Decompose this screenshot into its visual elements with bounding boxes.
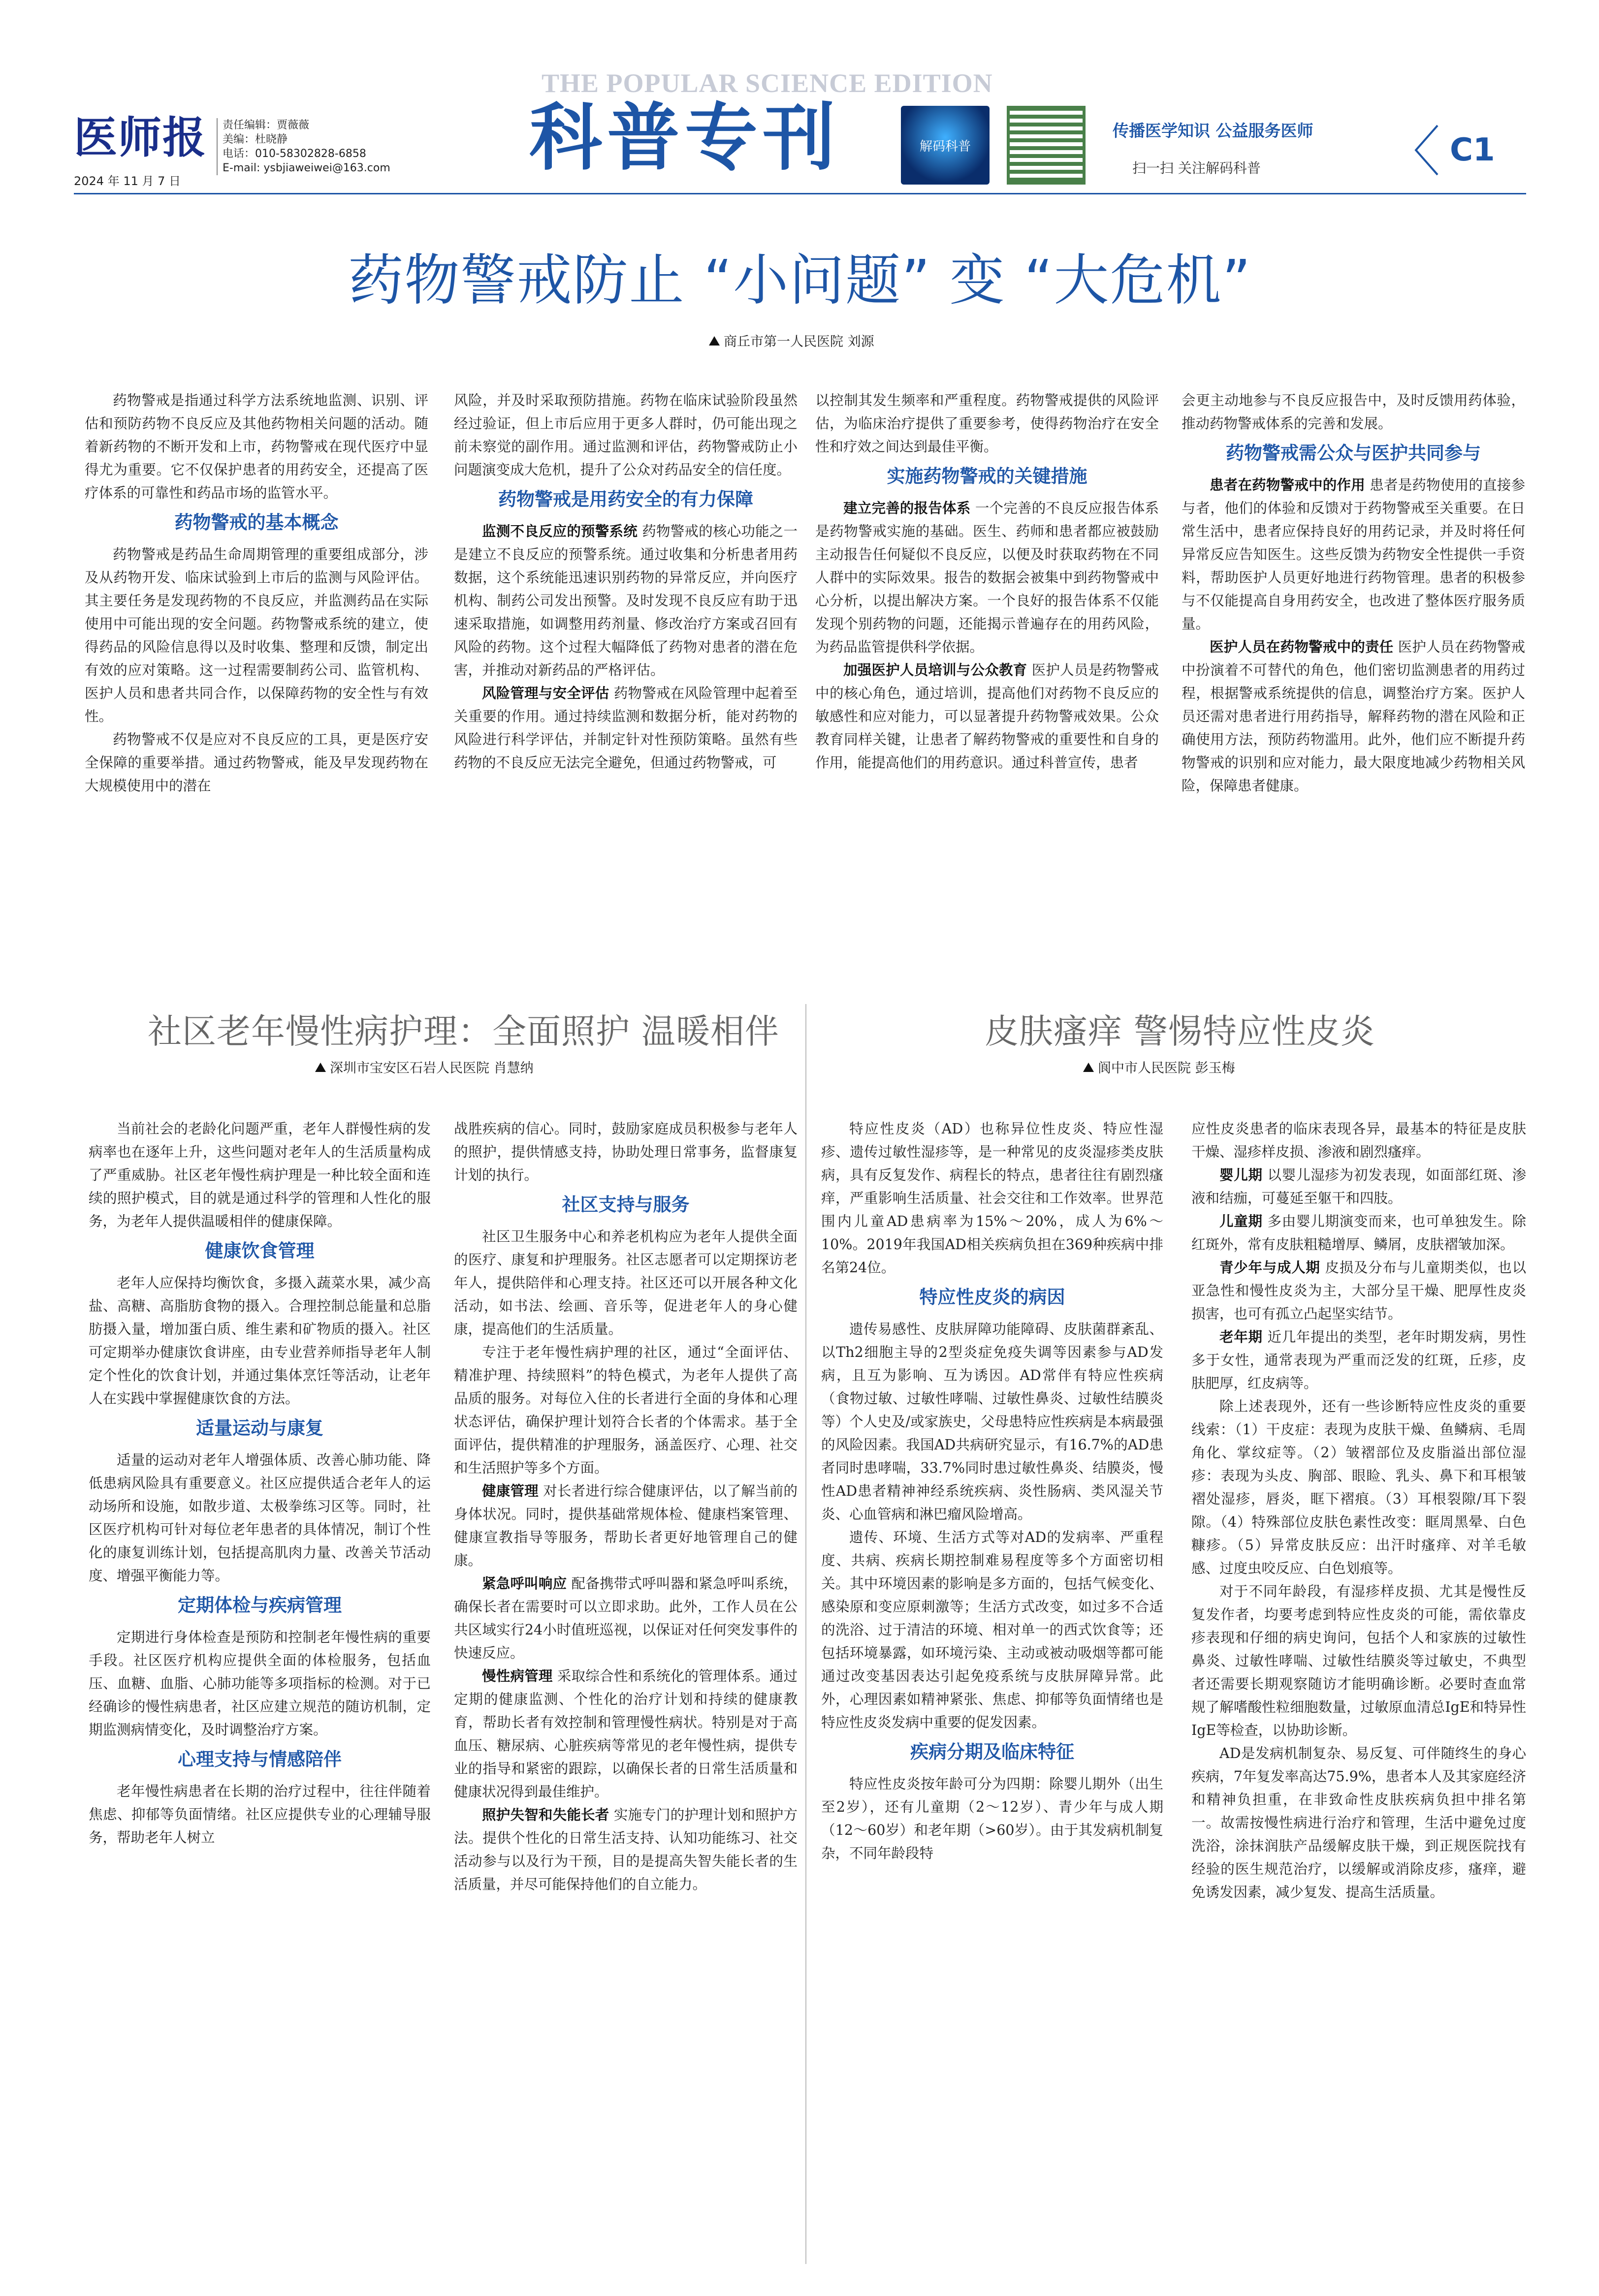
- issue-date: 2024 年 11 月 7 日: [74, 174, 181, 188]
- section-heading: 药物警戒的基本概念: [174, 512, 339, 533]
- paragraph-text: 以控制其发生频率和严重程度。药物警戒提供的风险评估，为临床治疗提供了重要参考，使得药物治疗在安全性和疗效之间达到最佳平衡。: [815, 392, 1159, 455]
- section-heading: 药物警戒是用药安全的有力保障: [498, 489, 753, 510]
- paragraph: [1191, 1325, 1526, 1395]
- qr-code-icon: [1007, 106, 1086, 185]
- section-heading: 实施药物警戒的关键措施: [887, 466, 1087, 487]
- paragraph-text: 当前社会的老龄化问题严重，老年人群慢性病的发病率也在逐年上升，这些问题对老年人的生活质量构成了严重威胁。社区老年慢性病护理是一种比较全面和连续的照护模式，目的就是通过科学的管理和人性化的服务，为老年人提供温暖相伴的健康保障。: [89, 1121, 431, 1229]
- paragraph-text: 遗传易感性、皮肤屏障功能障碍、皮肤菌群紊乱、以Th2细胞主导的2型炎症免疫失调等因素参与AD发病，且互为影响、互为诱因。AD常伴有特应性疾病（食物过敏、过敏性哮喘、过敏性鼻炎、过敏性结膜炎等）个人史及/或家族史，父母患特应性疾病是本病最强的风险因素。我国AD共病研究显示，有16.7%的AD患者同时患哮喘，33.7%同时患过敏性鼻炎、结膜炎，慢性AD患者精神神经系统疾病、炎性肠病、类风湿关节炎、心血管病和淋巴瘤风险增高。: [821, 1321, 1163, 1522]
- paragraph: [815, 389, 1159, 458]
- paragraph: [1191, 1580, 1526, 1742]
- paragraph: [89, 1117, 431, 1233]
- article1-column-1: [85, 389, 428, 797]
- paragraph-text: 社区卫生服务中心和养老机构应为老年人提供全面的医疗、康复和护理服务。社区志愿者可以定期探访老年人，提供陪伴和心理支持。社区还可以开展各种文化活动，如书法、绘画、音乐等，促进老年人的身心健康，提高他们的生活质量。: [454, 1228, 798, 1337]
- paragraph: [454, 1803, 798, 1896]
- column-divider: [805, 1004, 806, 2264]
- paragraph-keyword: 照护失智和失能长者: [482, 1807, 609, 1823]
- paragraph: [1182, 389, 1525, 435]
- paragraph-keyword: 风险管理与安全评估: [482, 685, 609, 701]
- paragraph-text: 药物警戒在风险管理中起着至关重要的作用。通过持续监测和数据分析，能对药物的风险进行科学评估，并制定针对性预防策略。虽然有些药物的不良反应无法完全避免，但通过药物警戒，可: [454, 685, 798, 771]
- paragraph-keyword: 儿童期: [1219, 1213, 1263, 1229]
- paragraph: [85, 543, 428, 728]
- paragraph-text: 药物警戒是药品生命周期管理的重要组成部分，涉及从药物开发、临床试验到上市后的监测与风险评估。其主要任务是发现药物的不良反应，并监测药品在实际使用中可能出现的安全问题。药物警戒系统的建立，使得药品的风险信息得以及时收集、整理和反馈，制定出有效的应对策略。这一过程需要制药公司、监管机构、医护人员和患者共同合作，以保障药物的安全性与有效性。: [85, 546, 428, 724]
- paragraph: [1191, 1742, 1526, 1904]
- kepu-badge-image: [901, 106, 990, 185]
- paragraph: [1191, 1256, 1526, 1325]
- paragraph-text: 老年慢性病患者在长期的治疗过程中，往往伴随着焦虑、抑郁等负面情绪。社区应提供专业的心理辅导服务，帮助老年人树立: [89, 1783, 431, 1846]
- paragraph-keyword: 紧急呼叫响应: [482, 1575, 567, 1592]
- paragraph: [454, 1117, 798, 1187]
- paragraph-text: 医护人员是药物警戒中的核心角色，通过培训，提高他们对药物不良反应的敏感性和应对能力，可以显著提升药物警戒效果。公众教育同样关键，让患者了解药物警戒的重要性和自身的作用，能提高他们的用药意识。通过科普宣传，患者: [815, 662, 1159, 771]
- paragraph-text: 定期进行身体检查是预防和控制老年慢性病的重要手段。社区医疗机构应提供全面的体检服务，包括血压、血糖、血脂、心肺功能等多项指标的检测。对于已经确诊的慢性病患者，社区应建立规范的随访机制，定期监测病情变化，及时调整治疗方案。: [89, 1629, 431, 1738]
- paragraph-text: 专注于老年慢性病护理的社区，通过“全面评估、精准护理、持续照料”的特色模式，为老年人提供了高品质的服务。对每位入住的长者进行全面的身体和心理状态评估，确保护理计划符合长者的个体需求。基于全面评估，提供精准的护理服务，涵盖医疗、心理、社交和生活照护等多个方面。: [454, 1344, 798, 1476]
- paragraph: [454, 1572, 798, 1665]
- paragraph-keyword: 建立完善的报告体系: [843, 500, 971, 516]
- edition-title: 科普专刊: [529, 95, 840, 180]
- section-heading: 定期体检与疾病管理: [178, 1595, 342, 1616]
- paragraph-keyword: 加强医护人员培训与公众教育: [843, 662, 1027, 678]
- editor-info: [217, 118, 423, 175]
- paragraph-keyword: 青少年与成人期: [1219, 1259, 1320, 1276]
- paragraph-keyword: 健康管理: [482, 1483, 539, 1499]
- edition-english-title: THE POPULAR SCIENCE EDITION: [542, 68, 993, 98]
- triangle-icon: [315, 1063, 326, 1072]
- paragraph-text: 近几年提出的类型，老年时期发病，男性多于女性，通常表现为严重而泛发的红斑，丘疹，皮肤肥厚，红皮病等。: [1191, 1329, 1526, 1391]
- article2-column-2: [454, 1117, 798, 1896]
- paragraph-keyword: 婴儿期: [1219, 1167, 1263, 1183]
- paragraph: [1191, 1210, 1526, 1256]
- paragraph-text: 配备携带式呼叫器和紧急呼叫系统，确保长者在需要时可以立即求助。此外，工作人员在公共区域实行24小时值班巡视，以保证对任何突发事件的快速反应。: [454, 1575, 798, 1661]
- paragraph-text: 除上述表现外，还有一些诊断特应性皮炎的重要线索：（1）干皮症：表现为皮肤干燥、鱼鳞病、毛周角化、掌纹症等。（2）皱褶部位及皮脂溢出部位湿疹：表现为头皮、胸部、眼睑、乳头、鼻下和耳根皱褶处湿疹，唇炎，眶下褶痕。（3）耳根裂隙/耳下裂隙。（4）特殊部位皮肤色素性改变：眶周黑晕、白色糠疹。（5）异常皮肤反应：出汗时瘙痒、对羊毛敏感、过度虫咬反应、白色划痕等。: [1191, 1398, 1526, 1576]
- paragraph: [1191, 1117, 1526, 1164]
- section-heading: 心理支持与情感陪伴: [178, 1749, 342, 1770]
- paragraph-text: 患者是药物使用的直接参与者，他们的体验和反馈对于药物警戒至关重要。在日常生活中，患者应保持良好的用药记录，并及时将任何异常反应告知医生。这些反馈为药物安全性提供一手资料，帮助医护人员更好地进行药物管理。患者的积极参与不仅能提高自身用药安全，也改进了整体医疗服务质量。: [1182, 477, 1525, 632]
- page-number: C1: [1450, 132, 1495, 168]
- paragraph-text: 对长者进行综合健康评估，以了解当前的身体状况。同时，提供基础常规体检、健康档案管理、健康宣教指导等服务，帮助长者更好地管理自己的健康。: [454, 1483, 798, 1569]
- paragraph-text: 特应性皮炎（AD）也称异位性皮炎、特应性湿疹、遗传过敏性湿疹等，是一种常见的皮炎湿疹类皮肤病，具有反复发作、病程长的特点，患者往往有剧烈瘙痒，严重影响生活质量、社会交往和工作效率。世界范围内儿童AD患病率为15%～20%，成人为6%～10%。2019年我国AD相关疾病负担在369种疾病中排名第24位。: [821, 1121, 1163, 1276]
- byline-text: 商丘市第一人民医院 刘源: [724, 334, 874, 349]
- paragraph-text: 药物警戒的核心功能之一是建立不良反应的预警系统。通过收集和分析患者用药数据，这个系统能迅速识别药物的异常反应，并向医疗机构、制药公司发出预警。及时发现不良反应有助于迅速采取措施，如调整用药剂量、修改治疗方案或召回有风险的药物。这个过程大幅降低了药物对患者的潜在危害，并推动对新药品的严格评估。: [454, 523, 798, 678]
- paragraph-text: 特应性皮炎按年龄可分为四期：除婴儿期外（出生至2岁），还有儿童期（2～12岁）、青少年与成人期（12～60岁）和老年期（>60岁）。由于其发病机制复杂，不同年龄段特: [821, 1776, 1163, 1861]
- paragraph: [89, 1271, 431, 1410]
- paragraph-text: 多由婴儿期演变而来，也可单独发生。除红斑外，常有皮肤粗糙增厚、鳞屑，皮肤褶皱加深。: [1191, 1213, 1526, 1253]
- paragraph-text: 药物警戒是指通过科学方法系统地监测、识别、评估和预防药物不良反应及其他药物相关问题的活动。随着新药物的不断开发和上市，药物警戒在现代医疗中显得尤为重要。它不仅保护患者的用药安全，还提高了医疗体系的可靠性和药品市场的监管水平。: [85, 392, 428, 501]
- paragraph: [454, 389, 798, 481]
- article2-title: 社区老年慢性病护理：全面照护 温暖相伴: [148, 1012, 779, 1051]
- article1-column-3: [815, 389, 1159, 774]
- article2-column-1: [89, 1117, 431, 1849]
- paragraph-text: 一个完善的不良反应报告体系是药物警戒实施的基础。医生、药师和患者都应被鼓励主动报告任何疑似不良反应，以便及时获取药物在不同人群中的实际效果。报告的数据会被集中到药物警戒中心分析，以提出解决方案。一个良好的报告体系不仅能发现个别药物的问题，还能揭示普遍存在的用药风险，为药品监管提供科学依据。: [815, 500, 1159, 655]
- paragraph-text: 老年人应保持均衡饮食，多摄入蔬菜水果，减少高盐、高糖、高脂肪食物的摄入。合理控制总能量和总脂肪摄入量，增加蛋白质、维生素和矿物质的摄入。社区可定期举办健康饮食讲座，由专业营养师指导老年人制定个性化的饮食计划，并通过集体烹饪等活动，让老年人在实践中掌握健康饮食的方法。: [89, 1275, 431, 1407]
- paragraph: [815, 497, 1159, 659]
- paragraph: [821, 1318, 1163, 1526]
- article2-byline: [315, 1057, 534, 1076]
- paragraph-text: 药物警戒不仅是应对不良反应的工具，更是医疗安全保障的重要举措。通过药物警戒，能及早发现药物在大规模使用中的潜在: [85, 731, 428, 794]
- paragraph-text: 会更主动地参与不良反应报告中，及时反馈用药体验，推动药物警戒体系的完善和发展。: [1182, 392, 1525, 432]
- article1-byline: [709, 331, 874, 350]
- paragraph-text: 采取综合性和系统化的管理体系。通过定期的健康监测、个性化的治疗计划和持续的健康教育，帮助长者有效控制和管理慢性病状。特别是对于高血压、糖尿病、心脏疾病等常见的老年慢性病，提供专业的指导和紧密的跟踪，以确保长者的日常生活质量和健康状况得到最佳维护。: [454, 1668, 798, 1800]
- paragraph-keyword: 监测不良反应的预警系统: [482, 523, 638, 539]
- editor-line: 责任编辑：贾薇薇: [223, 119, 310, 131]
- paragraph: [821, 1526, 1163, 1734]
- email-line: E-mail: ysbjiaweiwei@163.com: [223, 162, 390, 174]
- paragraph: [1182, 473, 1525, 635]
- paragraph: [815, 659, 1159, 774]
- article3-title: 皮肤瘙痒 警惕特应性皮炎: [985, 1012, 1375, 1051]
- paragraph-text: 适量的运动对老年人增强体质、改善心肺功能、降低患病风险具有重要意义。社区应提供适合老年人的运动场所和设施，如散步道、太极拳练习区等。同时，社区医疗机构可针对每位老年患者的具体情况，制订个性化的康复训练计划，包括提高肌肉力量、改善关节活动度、增强平衡能力等。: [89, 1452, 431, 1584]
- paragraph-text: 战胜疾病的信心。同时，鼓励家庭成员积极参与老年人的照护，提供情感支持，协助处理日常事务，监督康复计划的执行。: [454, 1121, 798, 1183]
- article3-byline: [1083, 1057, 1235, 1076]
- paragraph: [821, 1117, 1163, 1279]
- section-heading: 特应性皮炎的病因: [919, 1287, 1065, 1308]
- paragraph-text: 应性皮炎患者的临床表现各异，最基本的特征是皮肤干燥、湿疹样皮损、渗液和剧烈瘙痒。: [1191, 1121, 1526, 1160]
- section-heading: 药物警戒需公众与医护共同参与: [1226, 442, 1481, 464]
- paragraph: [454, 1479, 798, 1572]
- designer-line: 美编：杜晓静: [223, 133, 288, 146]
- triangle-icon: [709, 336, 720, 346]
- byline-text: 深圳市宝安区石岩人民医院 肖慧纳: [330, 1061, 534, 1076]
- paragraph: [89, 1626, 431, 1741]
- paragraph-text: 皮损及分布与儿童期类似，也以亚急性和慢性皮炎为主，大部分呈干燥、肥厚性皮炎损害，也可有孤立凸起坚实结节。: [1191, 1259, 1526, 1322]
- scan-hint: 扫一扫 关注解码科普: [1132, 160, 1261, 176]
- paragraph: [89, 1780, 431, 1849]
- paragraph: [454, 1665, 798, 1803]
- paragraph-text: 实施专门的护理计划和照护方法。提供个性化的日常生活支持、认知功能练习、社交活动参与以及行为干预，目的是提高失智失能长者的生活质量，并尽可能保持他们的自立能力。: [454, 1807, 798, 1892]
- paragraph: [1191, 1395, 1526, 1580]
- paragraph: [89, 1448, 431, 1587]
- triangle-icon: [1083, 1063, 1094, 1072]
- paragraph-text: 遗传、环境、生活方式等对AD的发病率、严重程度、共病、疾病长期控制难易程度等多个方面密切相关。其中环境因素的影响是多方面的，包括气候变化、感染原和变应原刺激等；生活方式改变，如过多不合适的洗浴、过于清洁的环境、相对单一的西式饮食等；还包括环境暴露，如环境污染、主动或被动吸烟等都可能通过改变基因表达引起免疫系统与皮肤屏障异常。此外，心理因素如精神紧张、焦虑、抑郁等负面情绪也是特应性皮炎发病中重要的促发因素。: [821, 1529, 1163, 1730]
- badge-text: 解码科普: [919, 139, 971, 154]
- newspaper-logo: 医师报: [74, 112, 207, 163]
- paragraph-keyword: 患者在药物警戒中的作用: [1210, 477, 1365, 493]
- byline-text: 阆中市人民医院 彭玉梅: [1098, 1061, 1235, 1076]
- section-heading: 适量运动与康复: [196, 1417, 323, 1439]
- paragraph: [85, 389, 428, 504]
- article3-column-2: [1191, 1117, 1526, 1904]
- paragraph: [454, 1341, 798, 1479]
- paragraph-text: 风险，并及时采取预防措施。药物在临床试验阶段虽然经过验证，但上市后应用于更多人群时，仍可能出现之前未察觉的副作用。通过监测和评估，药物警戒防止小问题演变成大危机，提升了公众对药品安全的信任度。: [454, 392, 798, 478]
- paragraph-keyword: 慢性病管理: [482, 1668, 553, 1684]
- section-heading: 健康饮食管理: [205, 1240, 315, 1261]
- paragraph: [1182, 635, 1525, 797]
- paragraph-keyword: 老年期: [1219, 1329, 1263, 1345]
- slogan: 传播医学知识 公益服务医师: [1113, 121, 1313, 140]
- paragraph-text: 以婴儿湿疹为初发表现，如面部红斑、渗液和结痂，可蔓延至躯干和四肢。: [1191, 1167, 1526, 1206]
- paragraph: [454, 1225, 798, 1341]
- paragraph-keyword: 医护人员在药物警戒中的责任: [1210, 639, 1394, 655]
- paragraph: [454, 520, 798, 682]
- article1-column-4: [1182, 389, 1525, 797]
- phone-line: 电话：010-58302828-6858: [223, 148, 366, 160]
- section-heading: 社区支持与服务: [562, 1194, 690, 1215]
- section-heading: 疾病分期及临床特征: [910, 1741, 1074, 1762]
- paragraph: [1191, 1164, 1526, 1210]
- chevron-left-icon: [1413, 123, 1440, 177]
- paragraph: [85, 728, 428, 797]
- article3-column-1: [821, 1117, 1163, 1865]
- paragraph: [821, 1772, 1163, 1865]
- article1-title: 药物警戒防止 “小问题” 变 “大危机”: [348, 249, 1252, 313]
- paragraph: [454, 682, 798, 774]
- article1-column-2: [454, 389, 798, 774]
- paragraph-text: 对于不同年龄段，有湿疹样皮损、尤其是慢性反复发作者，均要考虑到特应性皮炎的可能，需依靠皮疹表现和仔细的病史询问，包括个人和家族的过敏性鼻炎、过敏性哮喘、过敏性结膜炎等过敏史，不典型者还需要长期观察随访才能明确诊断。必要时查血常规了解嗜酸性粒细胞数量，过敏原血清总IgE和特异性IgE等检查，以协助诊断。: [1191, 1583, 1526, 1738]
- paragraph-text: 医护人员在药物警戒中扮演着不可替代的角色，他们密切监测患者的用药过程，根据警戒系统提供的信息，调整治疗方案。医护人员还需对患者进行用药指导，解释药物的潜在风险和正确使用方法，预防药物滥用。此外，他们应不断提升药物警戒的识别和应对能力，最大限度地减少药物相关风险，保障患者健康。: [1182, 639, 1525, 794]
- masthead-rule: [74, 193, 1526, 194]
- paragraph-text: AD是发病机制复杂、易反复、可伴随终生的身心疾病，7年复发率高达75.9%，患者本人及其家庭经济和精神负担重，在非致命性皮肤疾病负担中排名第一。故需按慢性病进行治疗和管理，生活中避免过度洗浴，涂抹润肤产品缓解皮肤干燥，到正规医院找有经验的医生规范治疗，以缓解或消除皮疹，瘙痒，避免诱发因素，减少复发、提高生活质量。: [1191, 1745, 1526, 1900]
